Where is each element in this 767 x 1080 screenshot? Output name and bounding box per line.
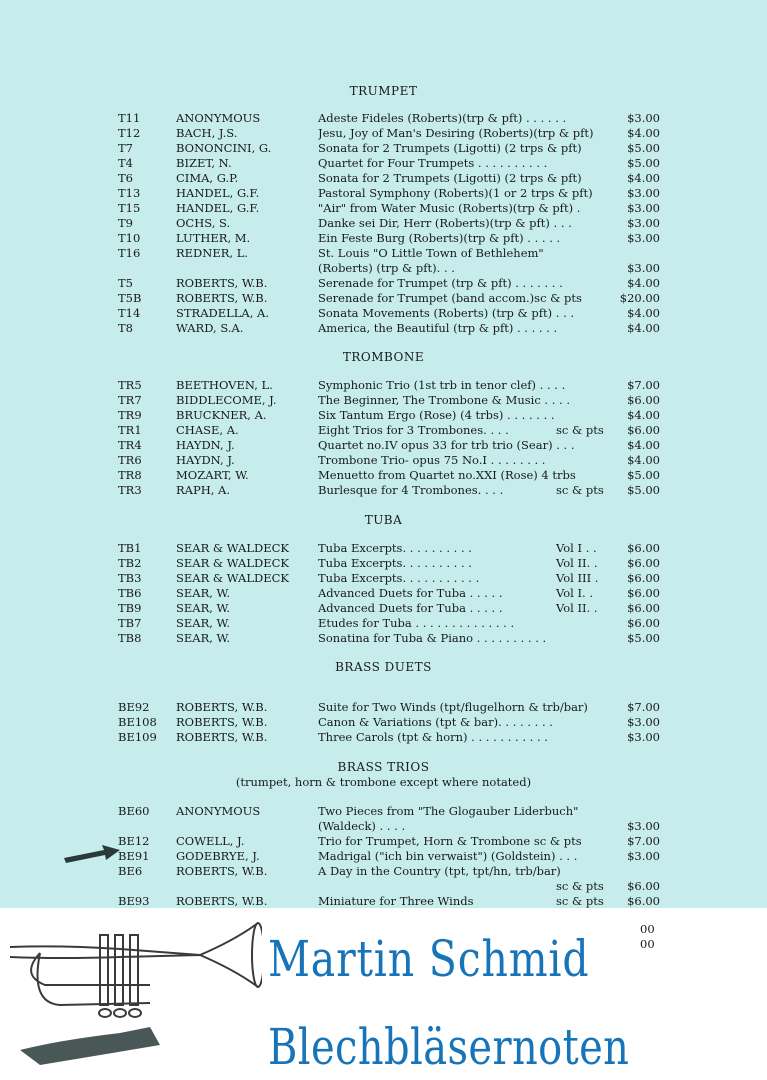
edition-note: sc & pts bbox=[556, 483, 604, 497]
list-item bbox=[0, 201, 767, 216]
price: $4.00 bbox=[627, 306, 660, 320]
work-title: Tuba Excerpts. . . . . . . . . . . bbox=[318, 571, 480, 585]
list-item bbox=[0, 571, 767, 586]
composer-name: ROBERTS, W.B. bbox=[176, 291, 268, 305]
work-title: Jesu, Joy of Man's Desiring (Roberts)(trp & pft) bbox=[318, 126, 594, 140]
edge-price: 00 bbox=[640, 937, 655, 951]
brass-trios-note: (trumpet, horn & trombone except where notated) bbox=[235, 775, 532, 789]
composer-name: SEAR & WALDECK bbox=[176, 556, 289, 570]
edge-price: 00 bbox=[640, 922, 655, 936]
work-title: Sonata for 2 Trumpets (Ligotti) (2 trps & pft) bbox=[318, 171, 582, 185]
section-title-trumpet: TRUMPET bbox=[349, 84, 418, 98]
price: $3.00 bbox=[627, 849, 660, 863]
price: $6.00 bbox=[627, 541, 660, 555]
price: $5.00 bbox=[627, 468, 660, 482]
work-title: Two Pieces from "The Glogauber Liderbuch" bbox=[318, 804, 579, 818]
section-title-brass-trios: BRASS TRIOS bbox=[337, 760, 430, 774]
item-code: BE93 bbox=[118, 894, 150, 908]
composer-name: SEAR, W. bbox=[176, 631, 231, 645]
composer-name: SEAR, W. bbox=[176, 601, 231, 615]
price: $4.00 bbox=[627, 321, 660, 335]
item-code: TR1 bbox=[118, 423, 142, 437]
list-item bbox=[0, 408, 767, 423]
item-code: TB6 bbox=[118, 586, 142, 600]
item-code: TR5 bbox=[118, 378, 142, 392]
composer-name: COWELL, J. bbox=[176, 834, 245, 848]
price: $6.00 bbox=[627, 601, 660, 615]
item-code: TR7 bbox=[118, 393, 142, 407]
price: $4.00 bbox=[627, 276, 660, 290]
price: $7.00 bbox=[627, 834, 660, 848]
price: $4.00 bbox=[627, 126, 660, 140]
list-item bbox=[0, 321, 767, 336]
item-code: TR8 bbox=[118, 468, 142, 482]
composer-name: HANDEL, G.F. bbox=[176, 201, 260, 215]
list-item bbox=[0, 216, 767, 231]
list-item bbox=[0, 894, 767, 909]
price: $3.00 bbox=[627, 186, 660, 200]
price: $5.00 bbox=[627, 631, 660, 645]
price: $6.00 bbox=[627, 879, 660, 893]
item-code: T14 bbox=[118, 306, 141, 320]
list-item bbox=[0, 864, 767, 879]
item-code: TR9 bbox=[118, 408, 142, 422]
work-title: Serenade for Trumpet (trp & pft) . . . . . . . bbox=[318, 276, 563, 290]
list-item bbox=[0, 601, 767, 616]
price: $4.00 bbox=[627, 171, 660, 185]
composer-name: REDNER, L. bbox=[176, 246, 248, 260]
composer-name: WARD, S.A. bbox=[176, 321, 244, 335]
composer-name: HANDEL, G.F. bbox=[176, 186, 260, 200]
composer-name: ANONYMOUS bbox=[176, 804, 261, 818]
list-item bbox=[0, 819, 767, 834]
list-item bbox=[0, 556, 767, 571]
composer-name: RAPH, A. bbox=[176, 483, 231, 497]
list-item bbox=[0, 616, 767, 631]
composer-name: ROBERTS, W.B. bbox=[176, 730, 268, 744]
item-code: TR3 bbox=[118, 483, 142, 497]
price: $5.00 bbox=[627, 156, 660, 170]
item-code: T10 bbox=[118, 231, 141, 245]
work-title: Madrigal ("ich bin verwaist") (Goldstein) . . . bbox=[318, 849, 578, 863]
work-title: America, the Beautiful (trp & pft) . . . . . . bbox=[318, 321, 558, 335]
item-code: T15 bbox=[118, 201, 141, 215]
price: $3.00 bbox=[627, 231, 660, 245]
section-title-tuba: TUBA bbox=[364, 513, 403, 527]
price: $7.00 bbox=[627, 378, 660, 392]
section-title-brass-duets: BRASS DUETS bbox=[335, 660, 432, 674]
composer-name: BONONCINI, G. bbox=[176, 141, 272, 155]
trumpet-logo-icon bbox=[0, 915, 262, 1080]
work-title: Serenade for Trumpet (band accom.)sc & pts bbox=[318, 291, 582, 305]
price: $6.00 bbox=[627, 423, 660, 437]
work-title: Symphonic Trio (1st trb in tenor clef) . . . . bbox=[318, 378, 566, 392]
work-title: Advanced Duets for Tuba . . . . . bbox=[318, 601, 503, 615]
price: $6.00 bbox=[627, 571, 660, 585]
composer-name: HAYDN, J. bbox=[176, 438, 235, 452]
work-title: Suite for Two Winds (tpt/flugelhorn & trb/bar) bbox=[318, 700, 588, 714]
list-item bbox=[0, 141, 767, 156]
composer-name: HAYDN, J. bbox=[176, 453, 235, 467]
item-code: TB9 bbox=[118, 601, 142, 615]
price: $4.00 bbox=[627, 453, 660, 467]
item-code: T13 bbox=[118, 186, 141, 200]
list-item bbox=[0, 246, 767, 261]
item-code: TB7 bbox=[118, 616, 142, 630]
composer-name: LUTHER, M. bbox=[176, 231, 251, 245]
composer-name: CIMA, G.P. bbox=[176, 171, 239, 185]
list-item bbox=[0, 879, 767, 894]
composer-name: OCHS, S. bbox=[176, 216, 231, 230]
work-title: Miniature for Three Winds bbox=[318, 894, 474, 908]
item-code: TR4 bbox=[118, 438, 142, 452]
list-item bbox=[0, 291, 767, 306]
edition-note: sc & pts bbox=[556, 423, 604, 437]
list-item bbox=[0, 171, 767, 186]
price: $4.00 bbox=[627, 438, 660, 452]
edition-note: sc & pts bbox=[556, 894, 604, 908]
item-code: TR6 bbox=[118, 453, 142, 467]
work-title: Sonatina for Tuba & Piano . . . . . . . . . . bbox=[318, 631, 547, 645]
list-item bbox=[0, 231, 767, 246]
work-title: Adeste Fideles (Roberts)(trp & pft) . . . . . . bbox=[318, 111, 567, 125]
list-item bbox=[0, 438, 767, 453]
list-item bbox=[0, 715, 767, 730]
composer-name: CHASE, A. bbox=[176, 423, 239, 437]
price: $6.00 bbox=[627, 586, 660, 600]
composer-name: ROBERTS, W.B. bbox=[176, 276, 268, 290]
price: $6.00 bbox=[627, 556, 660, 570]
price: $3.00 bbox=[627, 715, 660, 729]
composer-name: BRUCKNER, A. bbox=[176, 408, 267, 422]
edition-note: Vol II. . bbox=[556, 601, 598, 615]
composer-name: ROBERTS, W.B. bbox=[176, 700, 268, 714]
work-title: Sonata for 2 Trumpets (Ligotti) (2 trps & pft) bbox=[318, 141, 582, 155]
price: $3.00 bbox=[627, 819, 660, 833]
list-item bbox=[0, 156, 767, 171]
price: $3.00 bbox=[627, 730, 660, 744]
composer-name: BIDDLECOME, J. bbox=[176, 393, 277, 407]
composer-name: STRADELLA, A. bbox=[176, 306, 269, 320]
section-title-trombone: TROMBONE bbox=[342, 350, 425, 364]
item-code: TB2 bbox=[118, 556, 142, 570]
price: $5.00 bbox=[627, 483, 660, 497]
pointing-arrow-icon bbox=[62, 842, 122, 866]
work-title: Quartet no.IV opus 33 for trb trio (Sear) . . . bbox=[318, 438, 575, 452]
edition-note: Vol III . bbox=[556, 571, 599, 585]
composer-name: BEETHOVEN, L. bbox=[176, 378, 273, 392]
list-item bbox=[0, 483, 767, 498]
item-code: T16 bbox=[118, 246, 141, 260]
item-code: TB3 bbox=[118, 571, 142, 585]
list-item bbox=[0, 423, 767, 438]
work-title: Sonata Movements (Roberts) (trp & pft) . . . bbox=[318, 306, 575, 320]
item-code: T11 bbox=[118, 111, 141, 125]
list-item bbox=[0, 468, 767, 483]
edition-note: sc & pts bbox=[556, 879, 604, 893]
item-code: T5 bbox=[118, 276, 133, 290]
work-title: Quartet for Four Trumpets . . . . . . . . . . bbox=[318, 156, 548, 170]
work-title: A Day in the Country (tpt, tpt/hn, trb/bar) bbox=[318, 864, 561, 878]
price: $5.00 bbox=[627, 141, 660, 155]
list-item bbox=[0, 126, 767, 141]
work-title: Tuba Excerpts. . . . . . . . . . bbox=[318, 541, 472, 555]
list-item bbox=[0, 186, 767, 201]
edition-note: Vol I. . bbox=[556, 586, 594, 600]
work-title: Three Carols (tpt & horn) . . . . . . . . . . . bbox=[318, 730, 548, 744]
price: $20.00 bbox=[619, 291, 660, 305]
price: $6.00 bbox=[627, 894, 660, 908]
price: $3.00 bbox=[627, 201, 660, 215]
work-title: (Waldeck) . . . . bbox=[318, 819, 406, 833]
composer-name: BACH, J.S. bbox=[176, 126, 238, 140]
composer-name: ROBERTS, W.B. bbox=[176, 864, 268, 878]
list-item bbox=[0, 804, 767, 819]
work-title: Etudes for Tuba . . . . . . . . . . . . . . bbox=[318, 616, 515, 630]
list-item bbox=[0, 261, 767, 276]
work-title: Six Tantum Ergo (Rose) (4 trbs) . . . . . . . bbox=[318, 408, 555, 422]
list-item bbox=[0, 378, 767, 393]
list-item bbox=[0, 541, 767, 556]
list-item bbox=[0, 393, 767, 408]
brand-line-2: Blechbläsernoten bbox=[268, 1018, 630, 1076]
composer-name: MOZART, W. bbox=[176, 468, 249, 482]
list-item bbox=[0, 586, 767, 601]
work-title: (Roberts) (trp & pft). . . bbox=[318, 261, 455, 275]
composer-name: SEAR & WALDECK bbox=[176, 541, 289, 555]
item-code: T5B bbox=[118, 291, 142, 305]
list-item bbox=[0, 730, 767, 745]
item-code: T4 bbox=[118, 156, 133, 170]
item-code: BE60 bbox=[118, 804, 150, 818]
work-title: The Beginner, The Trombone & Music . . . . bbox=[318, 393, 571, 407]
work-title: "Air" from Water Music (Roberts)(trp & pft) . bbox=[318, 201, 581, 215]
composer-name: ROBERTS, W.B. bbox=[176, 894, 268, 908]
item-code: T8 bbox=[118, 321, 133, 335]
item-code: T7 bbox=[118, 141, 133, 155]
price: $3.00 bbox=[627, 261, 660, 275]
list-item bbox=[0, 111, 767, 126]
work-title: Pastoral Symphony (Roberts)(1 or 2 trps & pft) bbox=[318, 186, 593, 200]
item-code: TB1 bbox=[118, 541, 142, 555]
work-title: Menuetto from Quartet no.XXI (Rose) 4 trbs bbox=[318, 468, 576, 482]
price: $3.00 bbox=[627, 216, 660, 230]
edition-note: Vol II. . bbox=[556, 556, 598, 570]
item-code: BE108 bbox=[118, 715, 157, 729]
item-code: BE91 bbox=[118, 849, 150, 863]
item-code: T6 bbox=[118, 171, 133, 185]
item-code: BE92 bbox=[118, 700, 150, 714]
composer-name: ANONYMOUS bbox=[176, 111, 261, 125]
composer-name: GODEBRYE, J. bbox=[176, 849, 260, 863]
work-title: Trio for Trumpet, Horn & Trombone sc & pts bbox=[318, 834, 582, 848]
price: $3.00 bbox=[627, 111, 660, 125]
work-title: Danke sei Dir, Herr (Roberts)(trp & pft) . . . bbox=[318, 216, 572, 230]
item-code: TB8 bbox=[118, 631, 142, 645]
composer-name: ROBERTS, W.B. bbox=[176, 715, 268, 729]
work-title: Eight Trios for 3 Trombones. . . . bbox=[318, 423, 509, 437]
list-item bbox=[0, 631, 767, 646]
work-title: Tuba Excerpts. . . . . . . . . . bbox=[318, 556, 472, 570]
list-item bbox=[0, 453, 767, 468]
work-title: Canon & Variations (tpt & bar). . . . . . . . bbox=[318, 715, 553, 729]
list-item bbox=[0, 276, 767, 291]
work-title: Ein Feste Burg (Roberts)(trp & pft) . . . . . bbox=[318, 231, 561, 245]
brand-line-1: Martin Schmid bbox=[268, 930, 590, 988]
edition-note: Vol I . . bbox=[556, 541, 597, 555]
price: $7.00 bbox=[627, 700, 660, 714]
list-item bbox=[0, 700, 767, 715]
item-code: T12 bbox=[118, 126, 141, 140]
item-code: BE109 bbox=[118, 730, 157, 744]
item-code: BE12 bbox=[118, 834, 150, 848]
price: $6.00 bbox=[627, 616, 660, 630]
work-title: St. Louis "O Little Town of Bethlehem" bbox=[318, 246, 544, 260]
price: $6.00 bbox=[627, 393, 660, 407]
composer-name: BIZET, N. bbox=[176, 156, 232, 170]
item-code: T9 bbox=[118, 216, 133, 230]
list-item bbox=[0, 306, 767, 321]
work-title: Advanced Duets for Tuba . . . . . bbox=[318, 586, 503, 600]
work-title: Burlesque for 4 Trombones. . . . bbox=[318, 483, 504, 497]
item-code: BE6 bbox=[118, 864, 143, 878]
work-title: Trombone Trio- opus 75 No.I . . . . . . . . bbox=[318, 453, 546, 467]
composer-name: SEAR, W. bbox=[176, 616, 231, 630]
price: $4.00 bbox=[627, 408, 660, 422]
composer-name: SEAR, W. bbox=[176, 586, 231, 600]
composer-name: SEAR & WALDECK bbox=[176, 571, 289, 585]
